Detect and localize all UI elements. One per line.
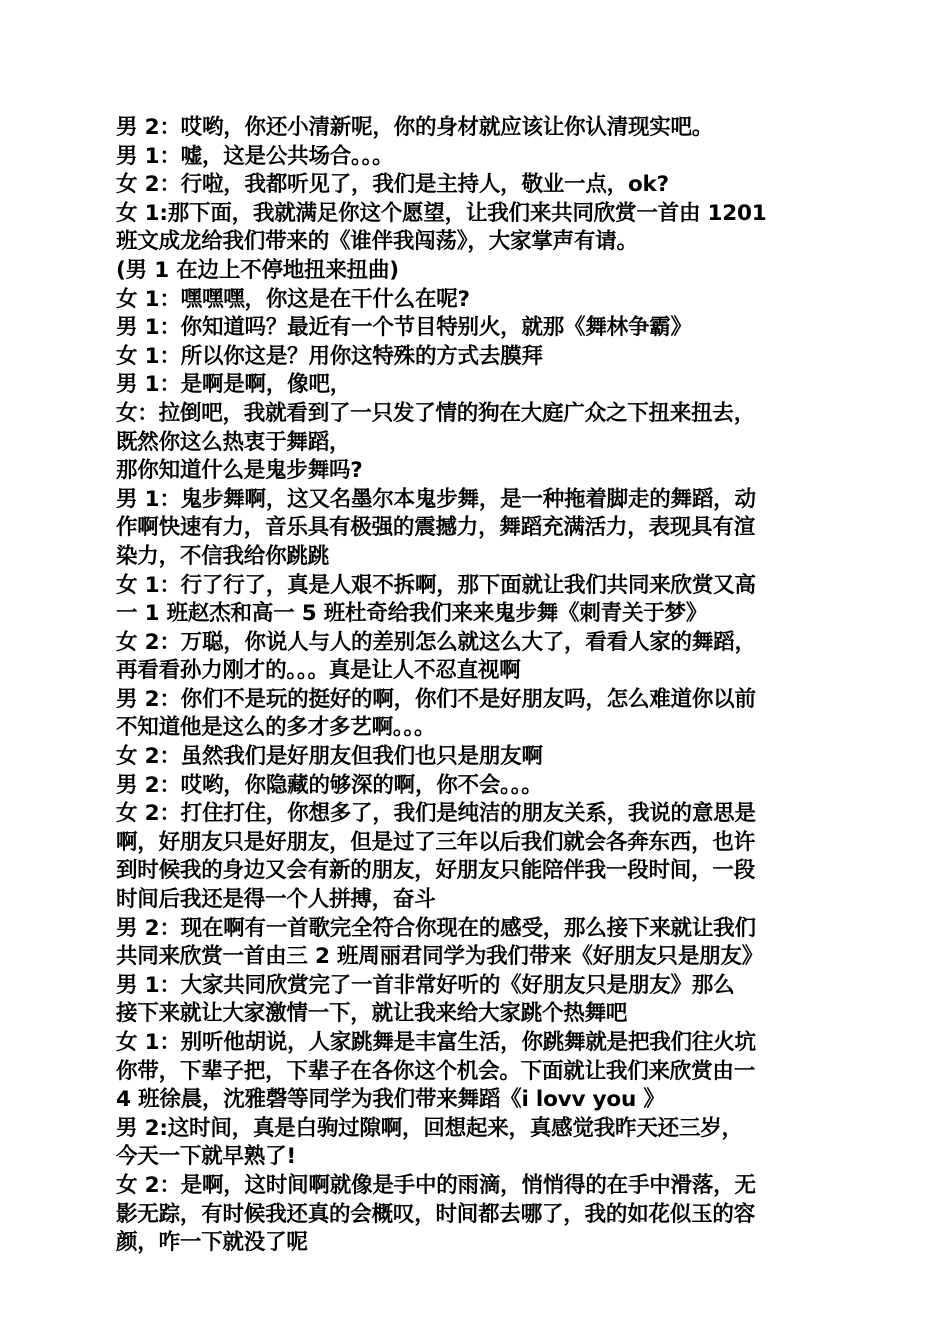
text-line: 女 2：打住打住，你想多了，我们是纯洁的朋友关系，我说的意思是 xyxy=(116,801,756,827)
text-line: 既然你这么热衷于舞蹈， xyxy=(116,429,351,455)
text-line: 接下来就让大家激情一下，就让我来给大家跳个热舞吧 xyxy=(116,1001,628,1027)
text-line: 到时候我的身边又会有新的朋友，好朋友只能陪伴我一段时间，一段 xyxy=(116,858,756,884)
text-line: 女 2：万聪，你说人与人的差别怎么就这么大了，看看人家的舞蹈， xyxy=(116,629,756,655)
text-line: 女 1：别听他胡说，人家跳舞是丰富生活，你跳舞就是把我们往火坑 xyxy=(116,1030,756,1055)
text-line: 男 2：哎哟，你隐藏的够深的啊，你不会。。。 xyxy=(116,772,543,798)
text-line: 男 2：现在啊有一首歌完全符合你现在的感受，那么接下来就让我们 xyxy=(116,915,756,941)
text-line: 男 2：哎哟，你还小清新呢，你的身材就应该让你认清现实吧。 xyxy=(116,115,714,140)
text-line: 女 2：行啦，我都听见了，我们是主持人，敬业一点，ok? xyxy=(116,172,669,198)
text-line: 女 1：嘿嘿嘿，你这是在干什么在呢? xyxy=(116,286,470,312)
text-line: 女 1:那下面，我就满足你这个愿望，让我们来共同欣赏一首由 1201 xyxy=(116,200,767,226)
text-line: 班文成龙给我们带来的《谁伴我闯荡》，大家掌声有请。 xyxy=(116,229,638,255)
text-line: 男 1：你知道吗？最近有一个节目特别火，就那《舞林争霸》 xyxy=(116,315,692,341)
text-line: 男 2:这时间，真是白驹过隙啊，回想起来，真感觉我昨天还三岁， xyxy=(116,1115,743,1141)
text-line: (男 1 在边上不停地扭来扭曲) xyxy=(116,257,399,283)
text-line: 你带，下辈子把，下辈子在各你这个机会。下面就让我们来欣赏由一 xyxy=(116,1058,756,1084)
text-line: 4 班徐晨，沈雅磬等同学为我们带来舞蹈《i lovv you 》 xyxy=(116,1087,665,1113)
text-line: 女 2：是啊，这时间啊就像是手中的雨滴，悄悄得的在手中滑落，无 xyxy=(116,1172,756,1198)
document-body xyxy=(116,114,840,1258)
text-line: 时间后我还是得一个人拼搏，奋斗 xyxy=(116,887,436,913)
text-line: 那你知道什么是鬼步舞吗? xyxy=(116,458,363,484)
text-line: 女 1：行了行了，真是人艰不拆啊，那下面就让我们共同来欣赏又高 xyxy=(116,572,756,598)
text-line: 男 1：鬼步舞啊，这又名墨尔本鬼步舞，是一种拖着脚走的舞蹈，动 xyxy=(116,486,756,512)
text-line: 颜，咋一下就没了呢 xyxy=(116,1230,308,1256)
text-line: 女 2：虽然我们是好朋友但我们也只是朋友啊 xyxy=(116,744,543,770)
text-line: 影无踪，有时候我还真的会概叹，时间都去哪了，我的如花似玉的容 xyxy=(116,1201,756,1227)
text-line: 一 1 班赵杰和高一 5 班杜奇给我们来来鬼步舞《刺青关于梦》 xyxy=(116,601,708,627)
text-line: 再看看孙力刚才的。。。真是让人不忍直视啊 xyxy=(116,658,521,684)
text-line: 男 1：是啊是啊，像吧， xyxy=(116,372,352,398)
text-line: 男 1：大家共同欣赏完了一首非常好听的《好朋友只是朋友》那么 xyxy=(116,972,735,998)
text-line: 女 1：所以你这是？用你这特殊的方式去膜拜 xyxy=(116,343,543,369)
text-line: 今天一下就早熟了! xyxy=(116,1144,297,1170)
text-line: 男 1：嘘，这是公共场合。。。 xyxy=(116,143,394,169)
text-line: 作啊快速有力，音乐具有极强的震撼力，舞蹈充满活力，表现具有渲 xyxy=(116,515,756,541)
text-line: 女：拉倒吧，我就看到了一只发了情的狗在大庭广众之下扭来扭去， xyxy=(116,400,756,426)
text-line: 男 2：你们不是玩的挺好的啊，你们不是好朋友吗，怎么难道你以前 xyxy=(116,686,756,712)
text-line: 染力，不信我给你跳跳 xyxy=(116,543,330,569)
text-line: 不知道他是这么的多才多艺啊。。。 xyxy=(116,715,436,741)
text-line: 共同来欣赏一首由三 2 班周丽君同学为我们带来《好朋友只是朋友》 xyxy=(116,944,764,970)
text-line: 啊，好朋友只是好朋友，但是过了三年以后我们就会各奔东西，也许 xyxy=(116,829,756,855)
